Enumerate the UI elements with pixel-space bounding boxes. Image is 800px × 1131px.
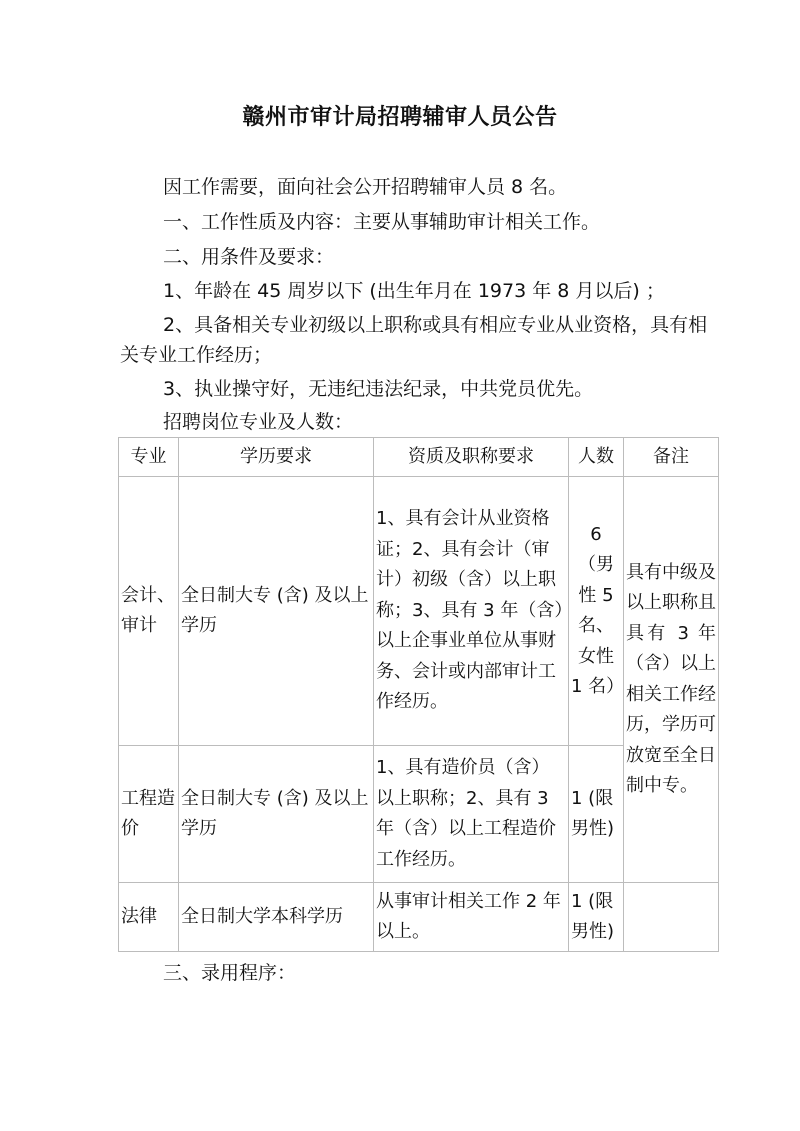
positions-table <box>118 437 719 952</box>
cell-count: 6 （男性 5 名、女性 1 名） <box>569 477 624 746</box>
cell-remark-empty <box>624 883 719 952</box>
cell-major: 会计、审计 <box>119 477 179 746</box>
cell-education: 全日制大专 (含) 及以上学历 <box>179 477 374 746</box>
cell-qualification: 1、具有会计从业资格证；2、具有会计（审计）初级（含）以上职称；3、具有 3 年（含）以上企事业单位从事财务、会计或内部审计工作经历。 <box>374 477 569 746</box>
cell-education: 全日制大专 (含) 及以上学历 <box>179 746 374 883</box>
cell-count: 1 (限男性) <box>569 746 624 883</box>
cell-education: 全日制大学本科学历 <box>179 883 374 952</box>
section-2-requirements: 二、用条件及要求： <box>163 246 335 268</box>
cell-remark: 具有中级及以上职称且具有 3 年（含）以上相关工作经历，学历可放宽至全日制中专。 <box>624 477 719 883</box>
requirement-2-qualification: 2、具备相关专业初级以上职称或具有相应专业从业资格，具有相关专业工作经历； <box>120 314 708 366</box>
header-major: 专业 <box>119 438 179 477</box>
cell-qualification: 从事审计相关工作 2 年以上。 <box>374 883 569 952</box>
header-education: 学历要求 <box>179 438 374 477</box>
table-row <box>119 883 719 952</box>
header-qualification: 资质及职称要求 <box>374 438 569 477</box>
positions-heading: 招聘岗位专业及人数： <box>163 411 354 433</box>
cell-major: 工程造价 <box>119 746 179 883</box>
table-row <box>119 477 719 746</box>
header-count: 人数 <box>569 438 624 477</box>
cell-qualification: 1、具有造价员（含）以上职称；2、具有 3 年（含）以上工程造价工作经历。 <box>374 746 569 883</box>
cell-major: 法律 <box>119 883 179 952</box>
page-title: 赣州市审计局招聘辅审人员公告 <box>242 105 558 130</box>
cell-count: 1 (限男性) <box>569 883 624 952</box>
header-remark: 备注 <box>624 438 719 477</box>
table-header-row <box>119 438 719 477</box>
section-1-work-nature: 一、工作性质及内容：主要从事辅助审计相关工作。 <box>163 211 601 233</box>
requirement-1-age: 1、年龄在 45 周岁以下 (出生年月在 1973 年 8 月以后) ； <box>163 280 665 302</box>
requirement-3-conduct: 3、执业操守好，无违纪违法纪录，中共党员优先。 <box>163 378 594 400</box>
intro-paragraph: 因工作需要，面向社会公开招聘辅审人员 8 名。 <box>163 176 568 198</box>
section-3-procedure: 三、录用程序： <box>163 962 297 984</box>
